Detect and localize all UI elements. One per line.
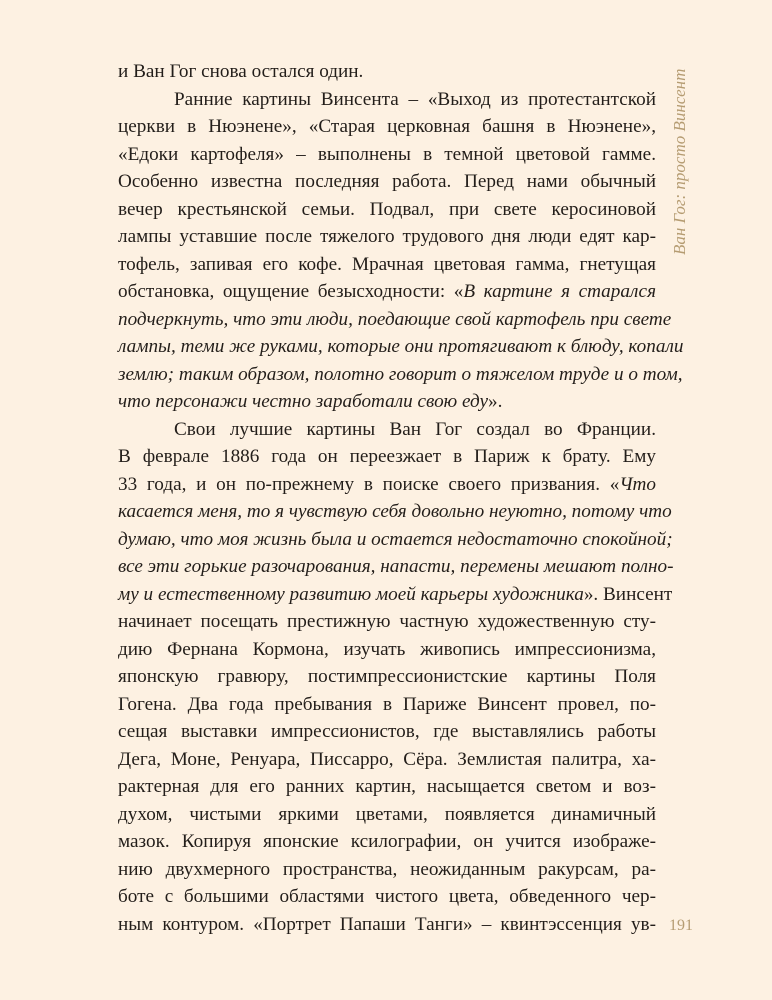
body-text-run: тофель, запивая его кофе. Мрачная цветовая гамма, гнетущая xyxy=(118,253,656,275)
quote-text: В картине я старался xyxy=(463,281,656,302)
quote-text: думаю, что моя жизнь была и остается недостаточно спокойной; xyxy=(118,528,673,550)
page-number: 191 xyxy=(669,917,693,934)
body-text-run: Дега, Моне, Ренуара, Писсарро, Сёра. Землистая палитра, ха- xyxy=(118,748,656,770)
quote-text: лампы, теми же руками, которые они протягивают к блюду, копали xyxy=(118,336,684,357)
body-text-run: рактерная для его ранних картин, насыщается светом и воз- xyxy=(118,776,656,797)
body-text-run: Гогена. Два года пребывания в Париже Винсент провел, по- xyxy=(118,693,656,715)
quote-text: все эти горькие разочарования, напасти, перемены мешают полно- xyxy=(118,556,674,577)
text-line xyxy=(118,773,656,801)
body-text-run: нию двухмерного пространства, неожиданным ракурсам, ра- xyxy=(118,858,656,880)
text-line xyxy=(118,498,672,526)
body-text-run: мазок. Копируя японские ксилографии, он учится изображе- xyxy=(118,831,656,852)
text-line xyxy=(118,223,656,251)
text-line xyxy=(118,196,656,224)
text-line xyxy=(118,801,656,829)
body-text-run: дию Фернана Кормона, изучать живопись импрессионизма, xyxy=(118,638,656,660)
text-line xyxy=(118,883,656,911)
body-text-run: и Ван Гог снова остался один. xyxy=(118,61,364,82)
text-line xyxy=(118,911,656,939)
body-text-run: ». xyxy=(488,391,503,412)
body-text-run: Особенно известна последняя работа. Перед нами обычный xyxy=(118,171,656,192)
text-line xyxy=(118,526,673,554)
text-line xyxy=(118,718,656,746)
body-text-run: обстановка, ощущение безысходности: « xyxy=(118,281,464,302)
quote-text: Что xyxy=(619,473,656,495)
text-line xyxy=(118,251,656,279)
text-line xyxy=(118,58,656,86)
body-text-run: «Едоки картофеля» – выполнены в темной цветовой гамме. xyxy=(118,143,656,165)
text-line xyxy=(118,443,656,471)
body-text-run: ным контуром. «Портрет Папаши Танги» – квинтэссенция ув- xyxy=(118,913,656,935)
body-text-run: В феврале 1886 года он переезжает в Париж к брату. Ему xyxy=(118,446,656,467)
quote-text: му и естественному развитию моей карьеры художника xyxy=(118,583,584,605)
text-line xyxy=(118,553,674,581)
text-line xyxy=(118,388,656,416)
text-line xyxy=(118,168,656,196)
text-line xyxy=(118,608,656,636)
body-text-run: вечер крестьянской семьи. Подвал, при свете керосиновой xyxy=(118,198,656,220)
body-text-run: духом, чистыми яркими цветами, появляется динамичный xyxy=(118,803,656,825)
body-text-run: ». Винсент xyxy=(583,583,673,605)
text-line xyxy=(118,113,656,141)
text-line xyxy=(118,361,683,389)
text-line xyxy=(118,278,656,306)
text-line xyxy=(118,306,672,334)
running-head: Ван Гог: просто Винсент xyxy=(670,68,689,255)
text-line xyxy=(118,86,656,114)
text-line xyxy=(118,746,656,774)
text-line xyxy=(118,416,656,444)
body-text-run: начинает посещать престижную частную художественную сту- xyxy=(118,611,656,632)
quote-text: касается меня, то я чувствую себя довольно неуютно, потому что xyxy=(118,501,672,522)
text-line xyxy=(118,691,656,719)
quote-text: что персонажи честно заработали свою еду xyxy=(118,391,489,412)
body-text-run: церкви в Нюэнене», «Старая церковная башня в Нюэнене», xyxy=(118,116,656,137)
text-line xyxy=(118,141,656,169)
body-text-run: лампы уставшие после тяжелого трудового дня люди едят кар- xyxy=(118,226,656,247)
body-text-run: Ранние картины Винсента – «Выход из протестантской xyxy=(174,88,656,110)
text-line xyxy=(118,471,656,499)
body-text-run: сещая выставки импрессионистов, где выставлялись работы xyxy=(118,721,656,742)
text-line xyxy=(118,663,656,691)
body-text-run: японскую гравюру, постимпрессионистские картины Поля xyxy=(118,666,656,687)
body-text-run: Свои лучшие картины Ван Гог создал во Франции. xyxy=(174,418,656,440)
quote-text: землю; таким образом, полотно говорит о тяжелом труде и о том, xyxy=(118,363,683,385)
text-line xyxy=(118,828,656,856)
text-line xyxy=(118,581,673,609)
text-line xyxy=(118,856,656,884)
text-line xyxy=(118,636,656,664)
text-line xyxy=(118,333,684,361)
body-text-run: боте с большими областями чистого цвета, обведенного чер- xyxy=(118,886,656,907)
quote-text: подчеркнуть, что эти люди, поедающие свой картофель при свете xyxy=(118,308,672,330)
body-text-run: 33 года, и он по-прежнему в поиске своего призвания. « xyxy=(118,473,620,495)
